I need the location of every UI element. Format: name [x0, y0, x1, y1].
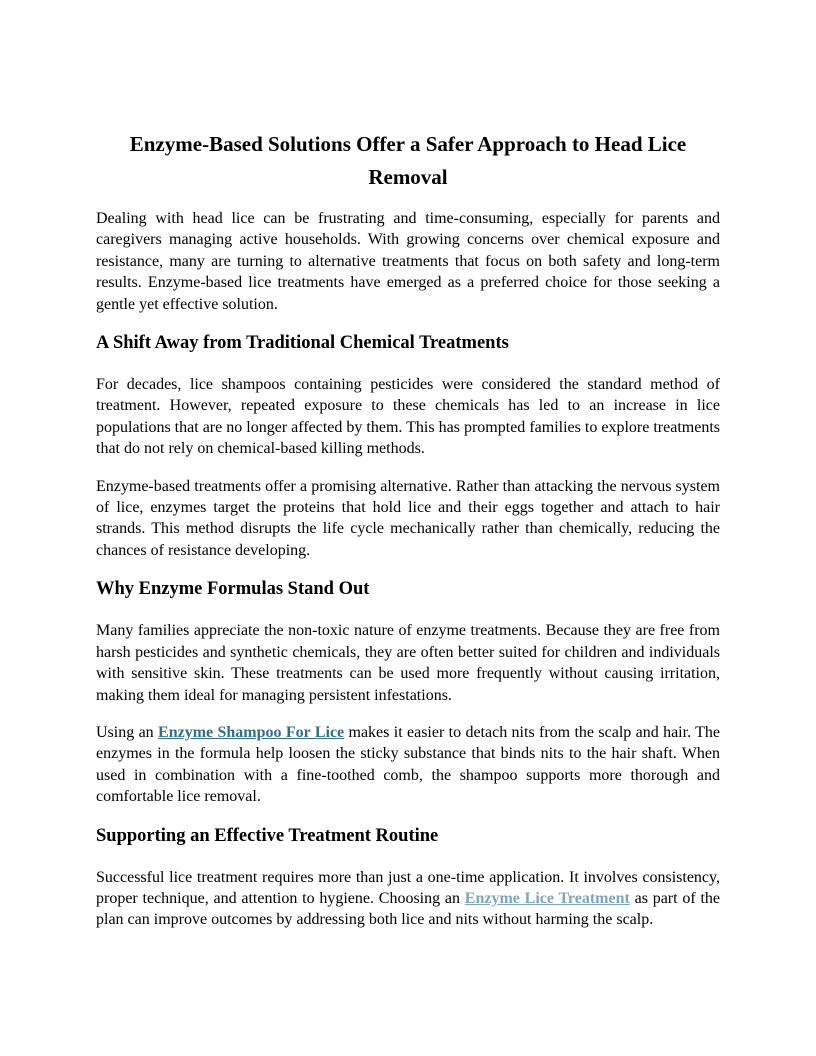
enzyme-lice-treatment-link[interactable]: Enzyme Lice Treatment — [464, 889, 630, 907]
paragraph-routine — [96, 867, 720, 931]
enzyme-shampoo-for-lice-link[interactable]: Enzyme Shampoo For Lice — [158, 723, 345, 741]
paragraph-chemical-shift-2: Enzyme-based treatments offer a promising alternative. Rather than attacking the nervous system of lice, enzymes target the proteins that hold lice and their eggs together and attach to hair strands. This method disrupts the life cycle mechanically rather than chemically, reducing the chances of resistance developing. — [96, 477, 720, 559]
paragraph-text-after-link: as part of the plan can improve outcomes by addressing both lice and nits without harming the scalp. — [96, 889, 720, 929]
paragraph-shampoo — [96, 722, 720, 808]
paragraph-text-before-link: Successful lice treatment requires more than just a one-time application. It involves consistency, proper technique, and attention to hygiene. Choosing an — [96, 868, 720, 907]
section-heading-chemical-shift: A Shift Away from Traditional Chemical Treatments — [96, 333, 509, 354]
paragraph-chemical-shift-1: For decades, lice shampoos containing pesticides were considered the standard method of treatment. However, repeated exposure to these chemicals has led to an increase in lice populations that are no longer affected by them. This has prompted families to explore treatments that do not rely on chemical-based killing methods. — [96, 376, 720, 458]
paragraph-text-after-link: makes it easier to detach nits from the scalp and hair. The enzymes in the formula help loosen the sticky substance that binds nits to the hair shaft. When used in combination with a fine-toothed comb, the shampoo supports more thorough and comfortable lice removal. — [96, 723, 721, 806]
page-title: Enzyme-Based Solutions Offer a Safer Approach to Head Lice Removal — [129, 132, 687, 189]
paragraph-why-enzyme-1: Many families appreciate the non-toxic nature of enzyme treatments. Because they are free from harsh pesticides and synthetic chemicals, they are often better suited for children and individuals with sensitive skin. These treatments can be used more frequently without causing irritation, making them ideal for managing persistent infestations. — [96, 622, 720, 704]
paragraph-intro: Dealing with head lice can be frustrating and time-consuming, especially for parents and caregivers managing active households. With growing concerns over chemical exposure and resistance, many are turning to alternative treatments that focus on both safety and long-term results. Enzyme-based lice treatments have emerged as a preferred choice for those seeking a gentle yet effective solution. — [96, 210, 720, 313]
section-heading-why-enzyme: Why Enzyme Formulas Stand Out — [96, 579, 370, 600]
paragraph-text-before-link: Using an — [96, 723, 159, 741]
section-heading-treatment-routine: Supporting an Effective Treatment Routine — [96, 825, 439, 846]
